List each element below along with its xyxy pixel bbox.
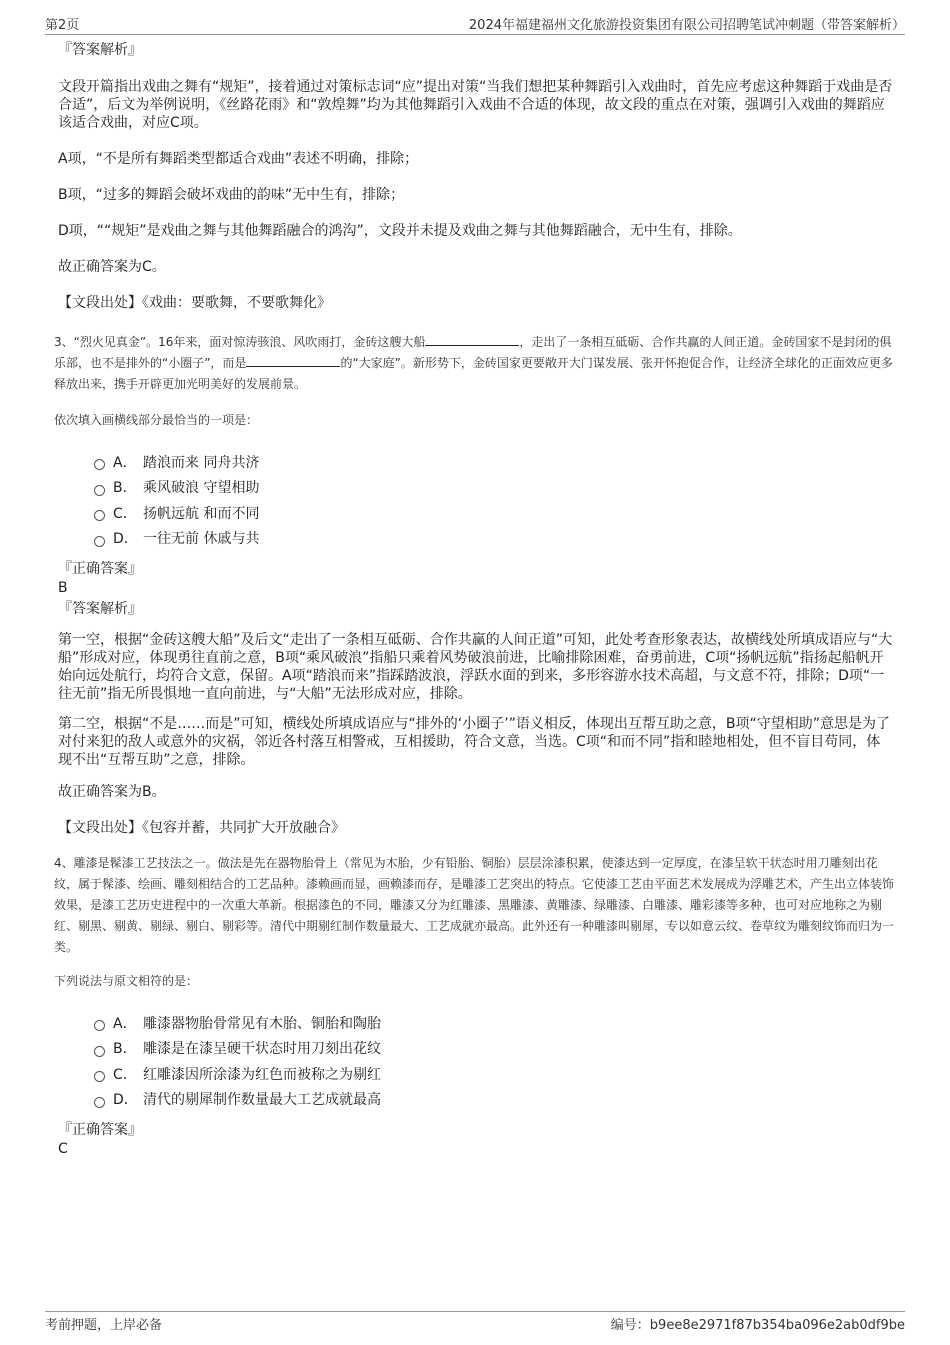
answer-label: 『正确答案』 [58,1122,142,1138]
question-text-part: ，走出了一条相互砥砺、合作共赢的人间正道。金砖国家不是封闭的俱乐部，也不是排外的“小圈子”，而是 [54,335,892,370]
page-number: 第2页 [45,18,80,33]
question-3 [54,332,894,837]
analysis-option-d: D项，““规矩”是戏曲之舞与其他舞蹈融合的鸿沟”，文段并未提及戏曲之舞与其他舞蹈融合，无中生有，排除。 [58,223,742,239]
document-id: 编号：b9ee8e2971f87b354ba096e2ab0df9be [610,1318,905,1333]
radio-icon[interactable] [94,459,105,470]
analysis-paragraph: 第二空，根据“不是……而是”可知，横线处所填成语应与“排外的‘小圈子’”语义相反，体现出互帮互助之意，B项“守望相助”意思是为了对付来犯的敌人或意外的灾祸，邻近各村落互相警戒，互相援助，符合文意，当选。C项“和而不同”指和睦地相处，但不盲目苟同，体现不出“互帮互助”之意，排除。 [58,716,891,768]
radio-icon[interactable] [94,1097,105,1108]
page-footer [45,1311,905,1332]
footer-slogan: 考前押题，上岸必备 [45,1318,163,1333]
question-4 [54,853,895,1158]
question-2-tail [58,40,894,312]
document-title: 2024年福建福州文化旅游投资集团有限公司招聘笔试冲刺题（带答案解析） [468,18,905,33]
question-text [54,332,894,395]
radio-icon[interactable] [94,1071,105,1082]
option-list [94,1010,894,1112]
option-letter: C． [113,505,137,522]
option-text: 一往无前 休戚与共 [143,531,260,548]
question-text: 4、雕漆是髹漆工艺技法之一。做法是先在器物胎骨上（常见为木胎，少有铅胎、铜胎）层层涂漆积累，使漆达到一定厚度，在漆呈软干状态时用刀雕刻出花纹，属于髹漆、绘画、雕刻相结合的工艺品种。漆赖画而显，画赖漆而存，是雕漆工艺突出的特点。它使漆工艺由平面艺术发展成为浮雕艺术，产生出立体装饰效果，是漆工艺历史进程中的一次重大革新。根据漆色的不同，雕漆又分为红雕漆、黑雕漆、黄雕漆、绿雕漆、白雕漆、雕彩漆等多种，也可对应地称之为剔红、剔黑、剔黄、剔绿、剔白、剔彩等。清代中期剔红制作数量最大、工艺成就亦最高。此外还有一种雕漆叫剔犀，专以如意云纹、卷草纹为雕刻纹饰而归为一类。 [54,856,895,954]
answer-conclusion: 故正确答案为C。 [58,259,166,275]
answer-value: C [58,1141,68,1157]
analysis-label: 『答案解析』 [58,42,142,58]
option-text: 扬帆远航 和而不同 [143,505,260,522]
option-d[interactable] [94,526,894,552]
option-text: 清代的剔犀制作数量最大工艺成就最高 [143,1092,381,1109]
fill-blank [425,333,519,346]
option-letter: C． [113,1066,137,1083]
option-letter: A． [113,1015,137,1032]
document-body [54,40,895,1158]
option-text: 雕漆是在漆呈硬干状态时用刀刻出花纹 [143,1041,381,1058]
option-letter: B． [113,480,137,497]
analysis-option-b: B项，“过多的舞蹈会破坏戏曲的韵味”无中生有，排除； [58,187,405,203]
option-letter: A． [113,454,137,471]
option-text: 雕漆器物胎骨常见有木胎、铜胎和陶胎 [143,1015,381,1032]
source-citation: 【文段出处】《戏曲：要歌舞，不要歌舞化》 [58,295,331,311]
analysis-paragraph: 第一空，根据“金砖这艘大船”及后文“走出了一条相互砥砺、合作共赢的人间正道”可知，此处考查形象表达，故横线处所填成语应与“大船”形成对应，体现勇往直前之意，B项“乘风破浪”指船只乘着风势破浪前进，比喻排除困难，奋勇前进，C项“扬帆远航”指扬起船帆开始向远处航行，均符合文意，保留。A项“踏浪而来”指踩踏波浪，浮跃水面的到来，多形容游水技术高超，与文意不符，排除；D项“一往无前”指无所畏惧地一直向前进，与“大船”无法形成对应，排除。 [58,632,893,702]
analysis-option-a: A项，“不是所有舞蹈类型都适合戏曲”表述不明确，排除； [58,151,419,167]
option-letter: D． [113,531,138,548]
option-letter: B． [113,1041,137,1058]
option-c[interactable] [94,1061,894,1087]
answer-label: 『正确答案』 [58,561,142,577]
option-text: 乘风破浪 守望相助 [143,480,260,497]
radio-icon[interactable] [94,1020,105,1031]
option-list [94,449,894,551]
radio-icon[interactable] [94,536,105,547]
radio-icon[interactable] [94,485,105,496]
option-text: 踏浪而来 同舟共济 [143,454,260,471]
option-b[interactable] [94,475,894,501]
option-letter: D． [113,1092,138,1109]
option-d[interactable] [94,1087,894,1113]
radio-icon[interactable] [94,510,105,521]
question-text-part: 的“大家庭”。新形势下，金砖国家更要敞开大门谋发展、张开怀抱促合作，让经济全球化的正面效应更多释放出来，携手开辟更加光明美好的发展前景。 [54,356,893,391]
question-prompt: 下列说法与原文相符的是： [54,974,199,988]
option-text: 红雕漆因所涂漆为红色而被称之为剔红 [143,1066,381,1083]
answer-conclusion: 故正确答案为B。 [58,784,166,800]
option-a[interactable] [94,1010,894,1036]
answer-value: B [58,580,68,596]
radio-icon[interactable] [94,1046,105,1057]
question-text-part: 3、“烈火见真金”。16年来，面对惊涛骇浪、风吹雨打，金砖这艘大船 [54,335,426,349]
source-citation: 【文段出处】《包容并蓄，共同扩大开放融合》 [58,820,345,836]
question-prompt: 依次填入画横线部分最恰当的一项是： [54,413,259,427]
analysis-paragraph: 文段开篇指出戏曲之舞有“规矩”，接着通过对策标志词“应”提出对策“当我们想把某种舞蹈引入戏曲时，首先应考虑这种舞蹈于戏曲是否合适”，后文为举例说明，《丝路花雨》和“敦煌舞”均为其他舞蹈引入戏曲不合适的体现，故文段的重点在对策，强调引入戏曲的舞蹈应该适合戏曲，对应C项。 [58,79,893,131]
option-a[interactable] [94,449,894,475]
analysis-label: 『答案解析』 [58,601,142,617]
fill-blank [246,354,340,367]
page-header [45,14,905,35]
option-c[interactable] [94,500,894,526]
option-b[interactable] [94,1036,894,1062]
